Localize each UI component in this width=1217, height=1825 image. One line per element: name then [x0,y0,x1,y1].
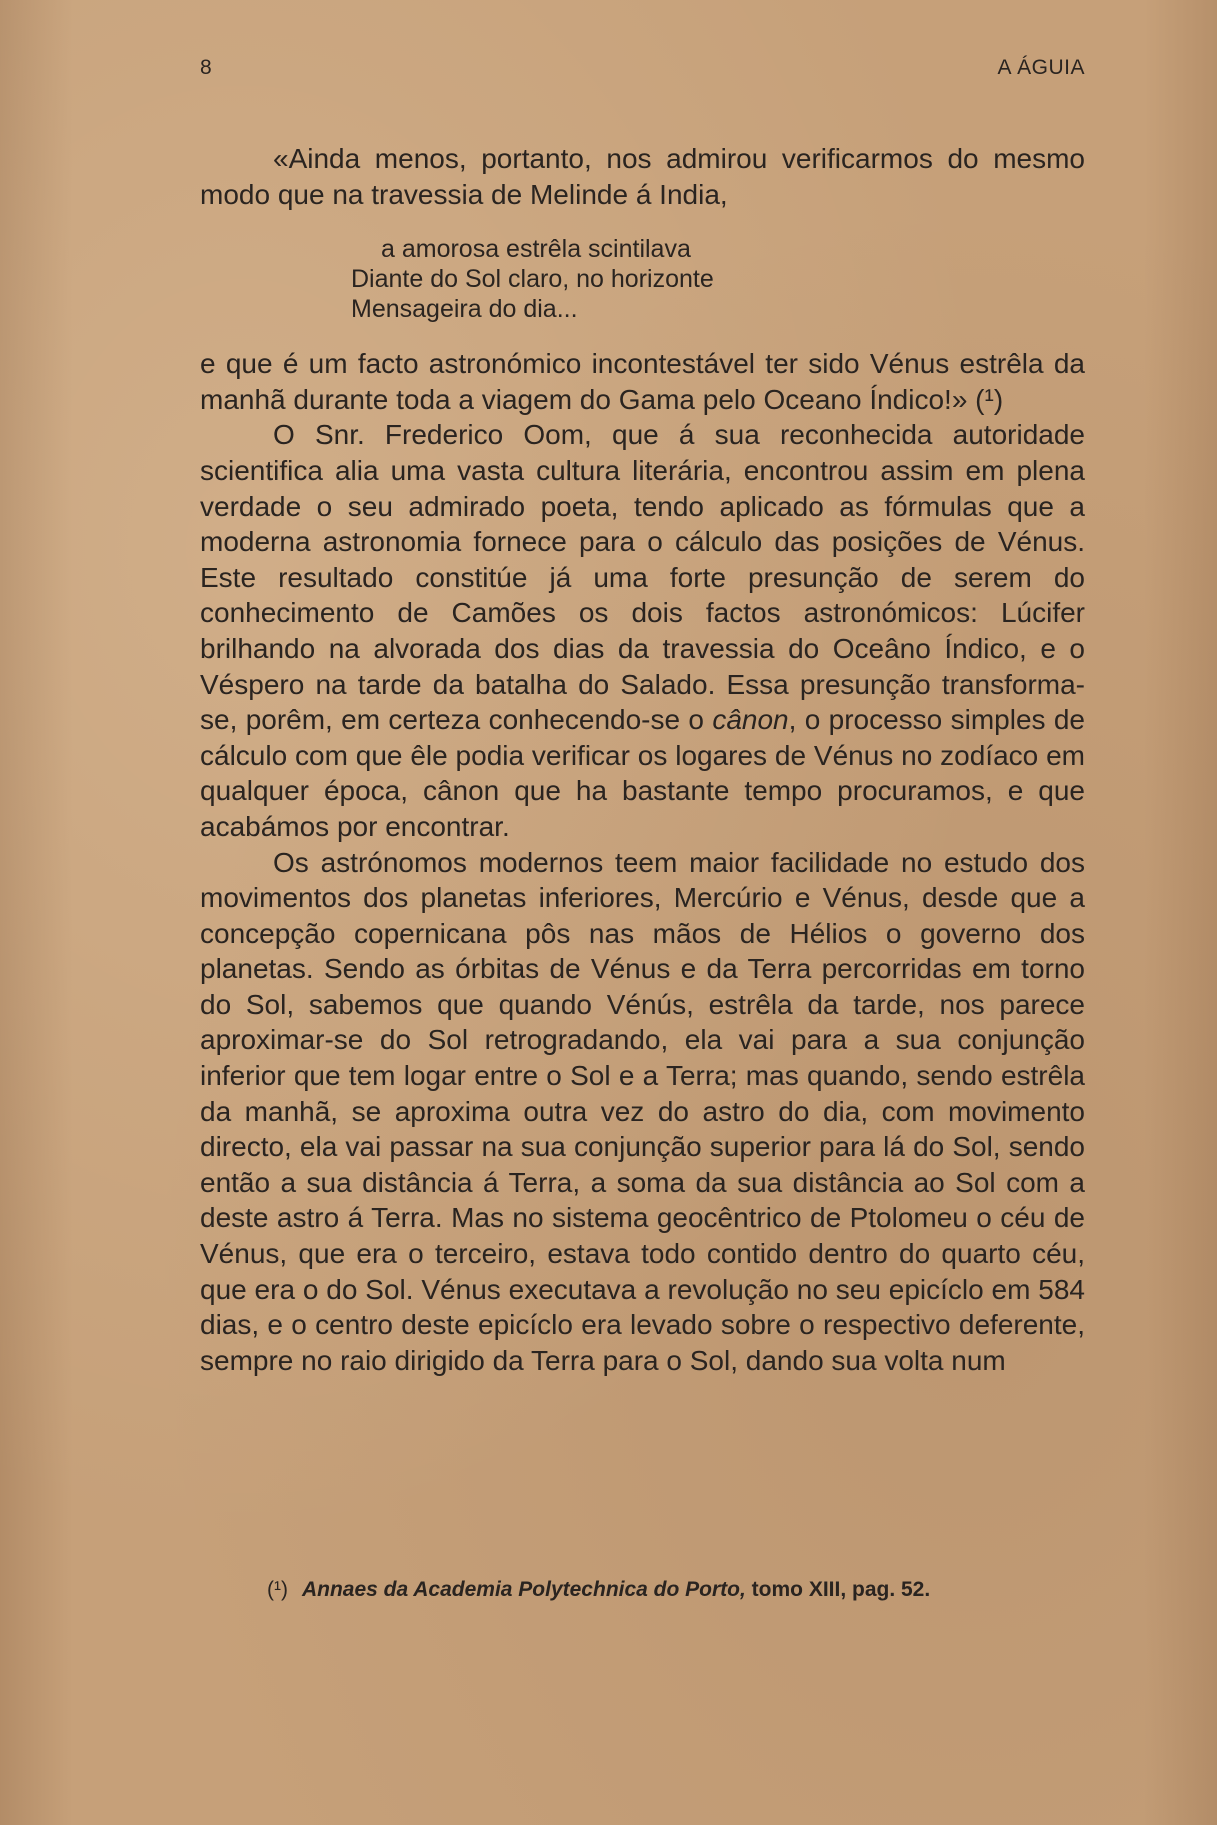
paragraph-astronomers: Os astrónomos modernos teem maior facilidade no estudo dos movimentos dos planetas inferiores, Mercúrio e Vénus, desde que a concepção copernicana pôs nas mãos de Hélios o governo dos planetas. Sendo as órbitas de Vénus e da Terra percorridas em torno do Sol, sabemos que quando Vénús, estrêla da tarde, nos parece aproximar-se do Sol retrogradando, ela vai para a sua conjunção inferior que tem logar entre o Sol e a Terra; mas quando, sendo estrêla da manhã, se aproxima outra vez do astro do dia, com movimento directo, ela vai passar na sua conjunção superior para lá do Sol, sendo então a sua distância á Terra, a soma da sua distância ao Sol com a deste astro á Terra. Mas no sistema geocêntrico de Ptolomeu o céu de Vénus, que era o terceiro, estava todo contido dentro do quarto céu, que era o do Sol. Vénus executava a revolução no seu epicíclo em 584 dias, e o centro deste epicíclo era levado sobre o respectivo deferente, sempre no raio dirigido da Terra para o Sol, dando sua volta num [200,846,1085,1376]
verse-line: Mensageira do dia... [351,295,578,324]
italic-canon: cânon [712,704,789,736]
footnote-title: Annaes da Academia Polytechnica do Porto, [301,1578,746,1601]
page-header [200,56,1085,88]
verse-line: Diante do Sol claro, no horizonte [351,265,714,294]
quote-continuation: e que é um facto astronómico incontestável ter sido Vénus estrêla da manhã durante toda a viagem do Gama pelo Oceano Índico!» (¹) [200,348,1085,415]
footnote-rest: tomo XIII, pag. 52. [745,1578,931,1601]
running-title: A ÁGUIA [997,56,1085,79]
paragraph-oom-text: O Snr. Frederico Oom, que á sua reconhecida autoridade scientifica alia uma vasta cultura literária, encontrou assim em plena verdade o seu admirado poeta, tendo aplicado as fórmulas que a moderna astronomia fornece para o cálculo das posições de Vénus. Este resultado constitúe já uma forte presunção de serem do conhecimento de Camões os dois factos astronómicos: Lúcifer brilhando na alvorada dos dias da travessia do Oceâno Índico, e o Véspero na tarde da batalha do Salado. Essa presunção transforma-se, porêm, em certeza conhecendo-se o [200,419,1085,736]
paragraph-oom [200,417,1085,844]
verse-quotation [351,234,1085,324]
paragraph-oom-text-end: , o processo simples de cálculo com que êle podia verificar os logares de Vénus no zodíaco em qualquer época, cânon que ha bastante tempo procuramos, e que acabámos por encontrar. [200,704,1085,842]
footnote [267,1578,930,1602]
verse-line: a amorosa estrêla scintilava [381,235,691,264]
body-text [200,141,1085,1378]
quote-intro: «Ainda menos, portanto, nos admirou verificarmos do mesmo modo que na travessia de Melinde á India, [200,143,1085,210]
footnote-marker: (¹) [267,1578,288,1601]
page-number: 8 [200,56,213,79]
